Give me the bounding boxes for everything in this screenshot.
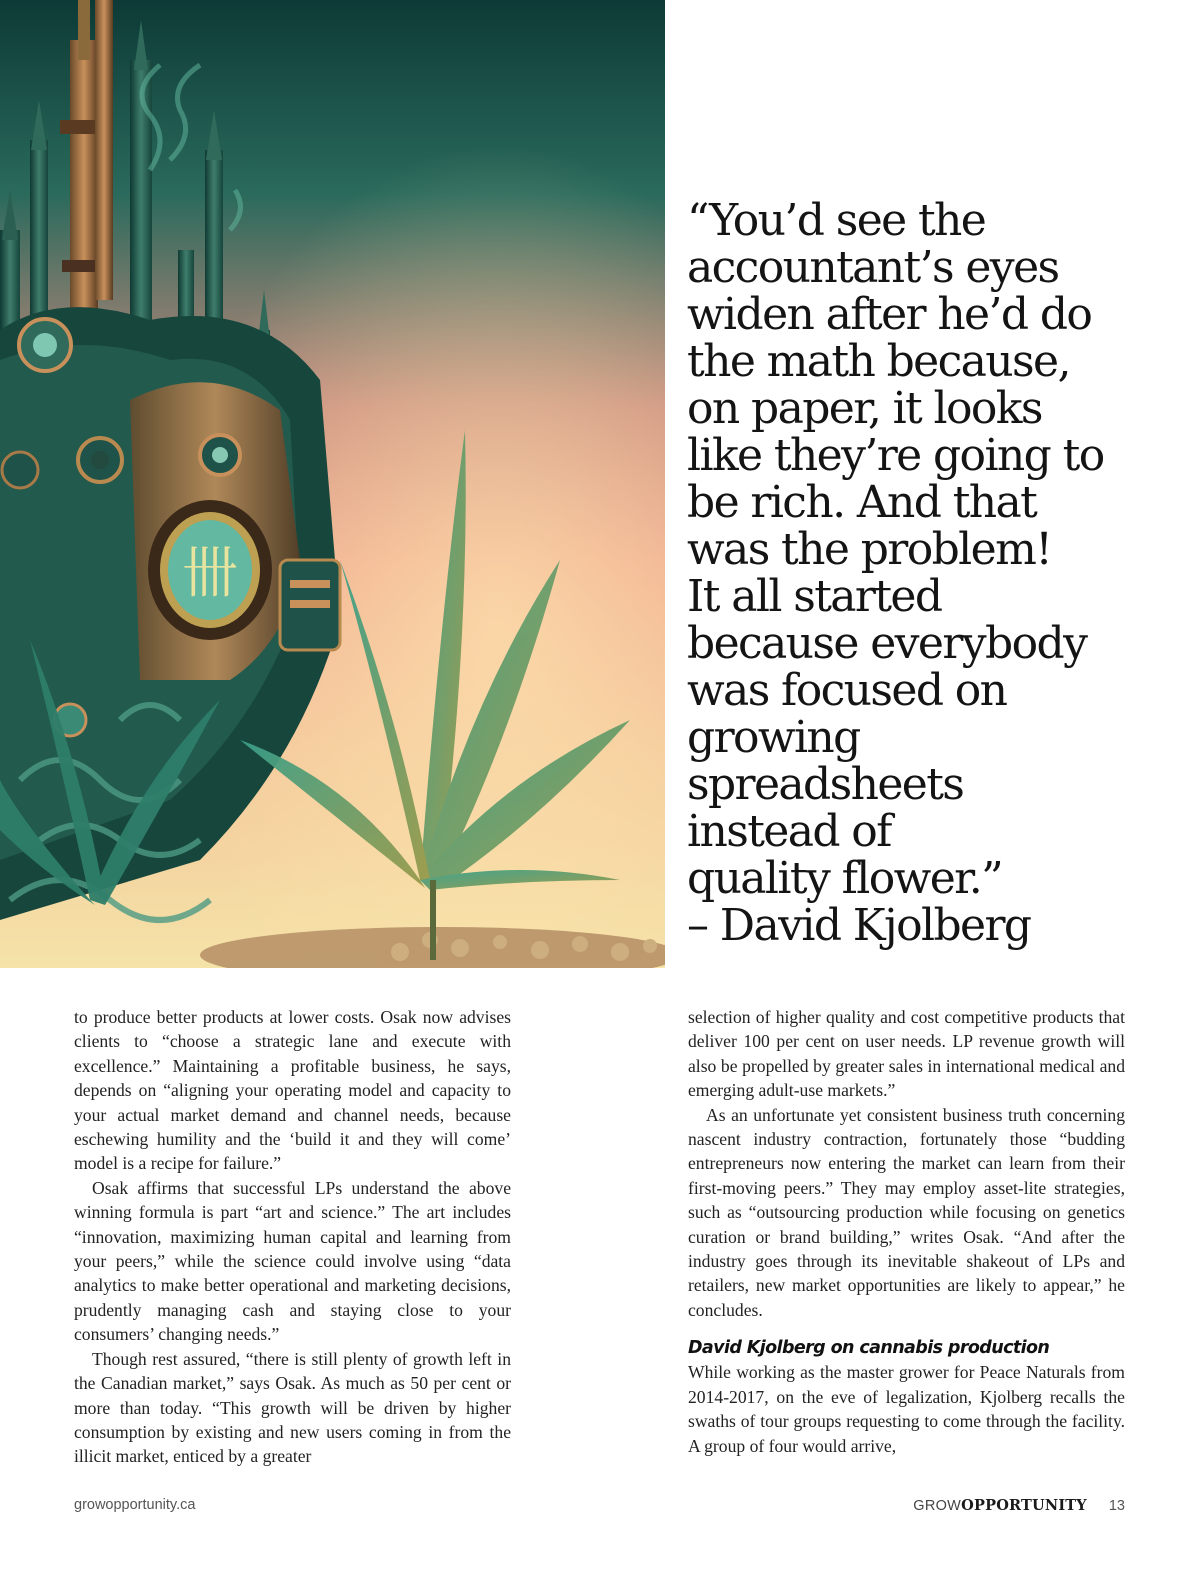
paragraph: As an unfortunate yet consistent business truth concerning nascent industry contraction, fortunately those “budding entrepreneurs now entering the market can learn from their first-moving peers.” They may employ asset-lite strategies, such as “outsourcing production while focusing on genetics curation or brand building,” writes Osak. “And after the industry goes through its inevitable shakeout of LPs and retailers, new market opportunities are likely to appear,” he concludes. <box>688 1104 1125 1320</box>
cover-illustration <box>0 0 665 968</box>
pull-quote <box>687 197 1187 949</box>
paragraph: While working as the master grower for Peace Naturals from 2014-2017, on the eve of legalization, Kjolberg recalls the swaths of tour groups requesting to come through the facility. A group of four would arrive, <box>688 1362 1125 1456</box>
emblem-glyph: 卌 <box>182 541 238 606</box>
pull-quote-line: accountant’s eyes <box>687 242 1059 293</box>
pull-quote-line: quality flower.” <box>687 853 1003 904</box>
paragraph: Though rest assured, “there is still plenty of growth left in the Canadian market,” says Osak. As much as 50 per cent or more than today. “This growth will be driven by higher consumption by existing and new users coming in from the illicit market, enticed by a greater <box>74 1348 511 1467</box>
footer-website-url[interactable]: growopportunity.ca <box>74 1497 196 1513</box>
steampunk-cannabis-artwork <box>0 0 665 968</box>
pull-quote-line: instead of <box>687 806 891 857</box>
page-number: 13 <box>1108 1498 1125 1514</box>
pull-quote-line: the math because, <box>687 336 1070 387</box>
pull-quote-line: “You’d see the <box>687 195 986 246</box>
pull-quote-line: widen after he’d do <box>687 289 1092 340</box>
paragraph: Osak affirms that successful LPs understand the above winning formula is part “art and science.” The art includes “innovation, maximizing human capital and learning from your peers,” while the science could involve using “data analytics to make better operational and marketing decisions, prudently managing cash and staying close to your consumers’ changing needs.” <box>74 1177 511 1345</box>
pull-quote-line: – David Kjolberg <box>687 900 1031 951</box>
pull-quote-line: like they’re going to <box>687 430 1104 481</box>
right-column <box>688 1005 1125 1458</box>
pull-quote-line: growing <box>687 712 860 763</box>
pull-quote-line: was the problem! <box>687 524 1052 575</box>
section-subheading: David Kjolberg on cannabis production <box>688 1338 1050 1359</box>
pull-quote-line: was focused on <box>687 665 1007 716</box>
left-column <box>74 1005 511 1469</box>
paragraph: to produce better products at lower costs. Osak now advises clients to “choose a strategic lane and execute with excellence.” Maintaining a profitable business, he says, depends on “aligning your operating model and capacity to your actual market demand and channel needs, because eschewing humility and the ‘build it and they will come’ model is a recipe for failure.” <box>74 1007 511 1174</box>
pull-quote-line: It all started <box>687 571 942 622</box>
brand-opportunity: OPPORTUNITY <box>961 1497 1087 1514</box>
pull-quote-line: spreadsheets <box>687 759 964 810</box>
brand-grow: GROW <box>913 1498 962 1514</box>
pull-quote-line: because everybody <box>687 618 1087 669</box>
pull-quote-line: on paper, it looks <box>687 383 1042 434</box>
pull-quote-line: be rich. And that <box>687 477 1037 528</box>
footer-brand <box>913 1497 1125 1514</box>
paragraph: selection of higher quality and cost competitive products that deliver 100 per cent on user needs. LP revenue growth will also be propelled by greater sales in international medical and emerging adult-use markets.” <box>688 1007 1125 1101</box>
